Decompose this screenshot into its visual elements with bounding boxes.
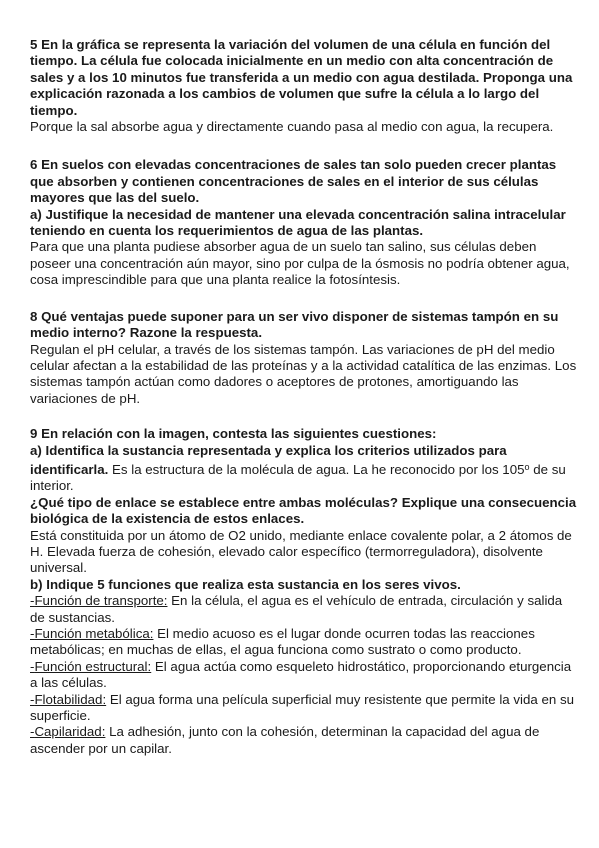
function-name: [30, 659, 151, 674]
question-8-answer: Regulan el pH celular, a través de los sistemas tampón. Las variaciones de pH del medio celular afectan a la estabilidad de las proteínas y a la actividad catalítica de las enzimas. Los sistemas tampón actúan como dadores o aceptores de protones, amortiguando las variaciones de pH.: [30, 341, 577, 406]
question-6-part-a: a) Justifique la necesidad de mantener una elevada concentración salina intracelular teniendo en cuenta los requerimientos de agua de las plantas.: [30, 206, 566, 239]
question-9-link-answer: Está constituida por un átomo de O2 unido, mediante enlace covalente polar, a 2 átomos de H. Elevada fuerza de cohesión, elevado calor específico (termorreguladora), disolvente universal.: [30, 527, 572, 576]
function-label: Flotabilidad:: [34, 691, 107, 707]
function-prefix: -: [30, 626, 35, 641]
function-name: [30, 626, 153, 641]
question-9-part-b: b) Indique 5 funciones que realiza esta sustancia en los seres vivos.: [30, 576, 461, 592]
question-9-part-a-label: a) Identifica la sustancia representada y explica los criterios utilizados para identificarla.: [30, 442, 507, 477]
question-9-part-a: [30, 443, 579, 495]
question-8-text: 8 Qué ventajas puede suponer para un ser vivo disponer de sistemas tampón en su medio interno? Razone la respuesta.: [30, 308, 559, 341]
function-prefix: -: [30, 724, 35, 740]
function-name: [30, 692, 106, 707]
question-6-text: 6 En suelos con elevadas concentraciones de sales tan solo pueden crecer plantas que absorben y contienen concentraciones de sales en el interior de sus células mayores que las del suelo.: [30, 157, 557, 206]
function-label: Función de transporte:: [34, 593, 168, 609]
function-label: Función metabólica:: [34, 626, 154, 641]
function-item: [30, 659, 579, 692]
question-9-text: 9 En relación con la imagen, contesta las siguientes cuestiones:: [30, 426, 437, 442]
function-item: [30, 724, 579, 757]
function-name: [30, 593, 167, 608]
function-label: Función estructural:: [34, 658, 152, 674]
question-9-part-a-answer: Es la estructura de la molécula de agua. La he reconocido por los 105: [108, 461, 525, 477]
question-8: [30, 309, 579, 407]
function-text: El agua actúa como esqueleto hidrostático, proporcionando eturgencia a las células.: [30, 658, 572, 691]
question-6: [30, 157, 579, 288]
function-item: [30, 692, 579, 725]
function-text: El agua forma una película superficial muy resistente que permite la vida en su superficie.: [30, 691, 574, 724]
function-prefix: -: [30, 691, 35, 707]
question-9-link-question: ¿Qué tipo de enlace se establece entre ambas moléculas? Explique una consecuencia biológica de la existencia de estos enlaces.: [30, 494, 577, 527]
question-5-answer: Porque la sal absorbe agua y directamente cuando pasa al medio con agua, la recupera.: [30, 119, 554, 135]
function-text: El medio acuoso es el lugar donde ocurren todas las reacciones metabólicas; en muchas de ellas, el agua funciona como sustrato o como producto.: [30, 626, 535, 658]
question-9: [30, 426, 579, 757]
function-prefix: -: [30, 658, 35, 674]
function-prefix: -: [30, 593, 35, 609]
question-9-part-a-answer-end: de su interior.: [30, 461, 566, 494]
function-text: La adhesión, junto con la cohesión, determinan la capacidad del agua de ascender por un capilar.: [30, 724, 540, 756]
question-5-text: 5 En la gráfica se representa la variación del volumen de una célula en función del tiempo. La célula fue colocada inicialmente en un medio con alta concentración de sales y a los 10 minutos fue transferida a un medio con agua destilada. Proponga una explicación razonada a los cambios de volumen que sufre la célula a lo largo del tiempo.: [30, 37, 573, 118]
degree-mark: o: [524, 461, 530, 472]
question-5: [30, 37, 579, 135]
question-6-answer: Para que una planta pudiese absorber agua de un suelo tan salino, sus células deben poseer una concentración aún mayor, sino por culpa de la ósmosis no podría obtener agua, cosa imprescindible para que una planta realice la fotosíntesis.: [30, 239, 570, 288]
function-item: [30, 593, 579, 626]
functions-list: [30, 593, 579, 757]
function-label: Capilaridad:: [34, 724, 106, 740]
function-name: [30, 724, 105, 739]
function-item: [30, 626, 579, 659]
function-text: En la célula, el agua es el vehículo de entrada, circulación y salida de sustancias.: [30, 593, 563, 625]
